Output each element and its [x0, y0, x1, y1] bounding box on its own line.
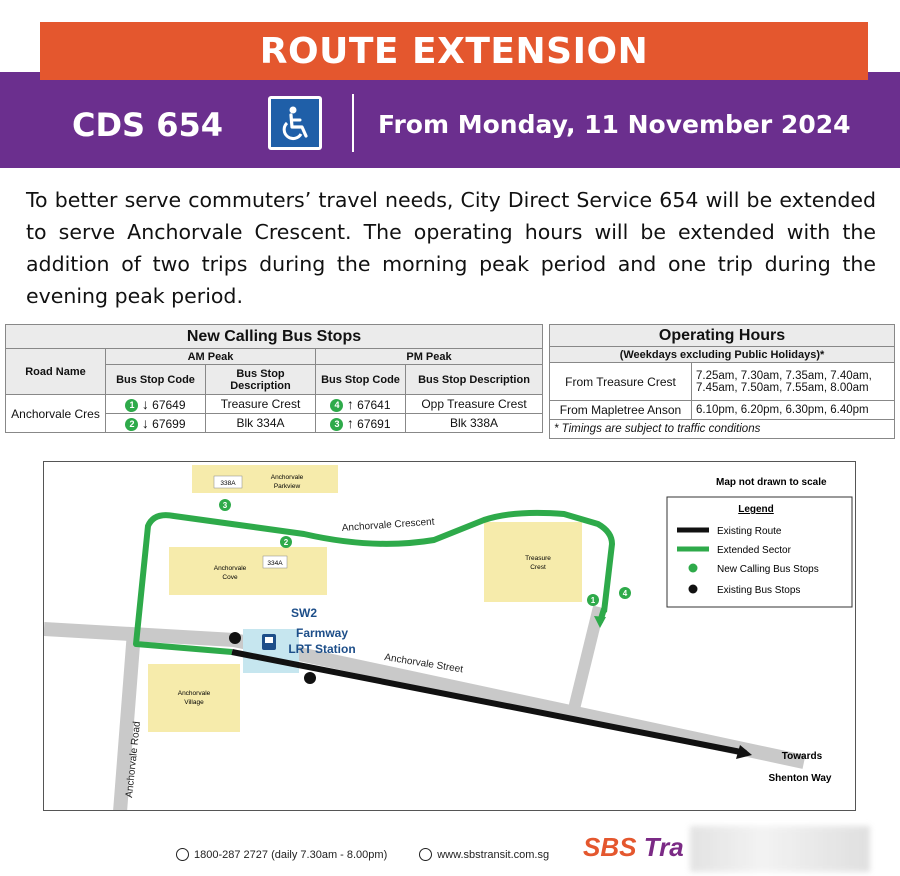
treasure-label-1: Treasure: [525, 555, 551, 562]
hotline-text: 1800-287 2727 (daily 7.30am - 8.00pm): [194, 848, 388, 861]
wheelchair-accessible-icon: [268, 96, 322, 150]
pm-stop-desc: Blk 338A: [406, 414, 543, 433]
village-label-2: Village: [184, 699, 204, 706]
existing-bus-stop: [229, 632, 241, 644]
stop-number-badge: 4: [330, 399, 343, 412]
village-label-1: Anchorvale: [177, 690, 211, 697]
service-code: CDS 654: [72, 106, 224, 144]
down-arrow-icon: ↓: [141, 414, 149, 431]
cove-label-2: Cove: [222, 574, 238, 581]
route-map: [43, 461, 856, 811]
table-row: [106, 395, 206, 414]
legend-existing-stop-swatch: [689, 585, 698, 594]
street-label-crescent: Anchorvale Crescent: [341, 516, 435, 534]
intro-paragraph: To better serve commuters’ travel needs, City Direct Service 654 will be extended to serve Anchorvale Crescent. The operating hours will be extended with the addition of two trips during the morning peak period and one trip during the evening peak period.: [26, 188, 876, 308]
bus-stops-table: [5, 324, 543, 433]
legend-extended-sector: Extended Sector: [717, 545, 791, 556]
am-peak-header: AM Peak: [106, 349, 316, 365]
parkview-label-1: Anchorvale: [270, 474, 304, 481]
am-code-header: Bus Stop Code: [106, 365, 206, 395]
pm-peak-header: PM Peak: [316, 349, 543, 365]
am-desc-header: Bus Stop Description: [206, 365, 316, 395]
treasure-label-2: Crest: [530, 564, 546, 571]
block-338a-label: 338A: [220, 480, 236, 487]
hours-table-title: Operating Hours: [550, 325, 895, 347]
hours-origin: From Treasure Crest: [550, 363, 692, 401]
legend-new-stops: New Calling Bus Stops: [717, 564, 819, 575]
header-bar: [0, 72, 900, 168]
destination-label-1: Towards: [781, 751, 823, 762]
building-anchorvale-village: [148, 664, 240, 732]
new-stop-4-label: 4: [622, 589, 628, 598]
stop-number-badge: 3: [330, 418, 343, 431]
page-title: ROUTE EXTENSION: [40, 22, 868, 80]
new-stop-3-label: 3: [222, 501, 228, 510]
legend-existing-route: Existing Route: [717, 526, 782, 537]
building-anchorvale-cove: [169, 547, 327, 595]
table-row: [316, 395, 406, 414]
pm-stop-desc: Opp Treasure Crest: [406, 395, 543, 414]
up-arrow-icon: ↑: [346, 395, 354, 412]
road-name-header: Road Name: [6, 349, 106, 395]
stops-table-title: New Calling Bus Stops: [6, 325, 543, 349]
block-334a-label: 334A: [267, 560, 283, 567]
road-name-cell: Anchorvale Cres: [6, 395, 106, 433]
lrt-train-window-icon: [265, 637, 273, 643]
website-link[interactable]: www.sbstransit.com.sg: [437, 848, 550, 861]
street-label-anchorvale-road: Anchorvale Road: [124, 720, 144, 799]
phone-icon: [176, 848, 189, 861]
header-divider: [352, 94, 354, 152]
lrt-type: LRT Station: [288, 642, 356, 656]
parkview-label-2: Parkview: [273, 483, 301, 490]
timing-note: * Timings are subject to traffic conditions: [550, 420, 895, 439]
footer-contacts: [176, 848, 549, 861]
blurred-watermark: [690, 826, 870, 872]
building-treasure-crest: [484, 522, 582, 602]
am-stop-code: 67699: [152, 416, 186, 431]
new-stop-2-label: 2: [283, 538, 289, 547]
down-arrow-icon: ↓: [141, 395, 149, 412]
am-stop-desc: Treasure Crest: [206, 395, 316, 414]
stop-number-badge: 1: [125, 399, 138, 412]
new-stop-1-label: 1: [590, 596, 596, 605]
hours-origin: From Mapletree Anson: [550, 401, 692, 420]
existing-bus-stop: [304, 672, 316, 684]
legend-existing-stops: Existing Bus Stops: [717, 585, 801, 596]
scale-note: Map not drawn to scale: [716, 477, 827, 488]
operating-hours-table: [549, 324, 895, 439]
street-label-anchorvale-street: Anchorvale Street: [383, 652, 464, 676]
pm-stop-code: 67691: [357, 416, 391, 431]
stop-number-badge: 2: [125, 418, 138, 431]
pm-code-header: Bus Stop Code: [316, 365, 406, 395]
globe-icon: [419, 848, 432, 861]
lrt-name: Farmway: [295, 626, 349, 640]
pm-stop-code: 67641: [357, 397, 391, 412]
sbs-transit-logo: SBS Tra: [583, 832, 684, 862]
table-row: [106, 414, 206, 433]
destination-label-2: Shenton Way: [768, 773, 832, 784]
hours-table-subtitle: (Weekdays excluding Public Holidays)*: [550, 347, 895, 363]
existing-route: [232, 652, 746, 753]
hours-times: 7.25am, 7.30am, 7.35am, 7.40am, 7.45am, 7.50am, 7.55am, 8.00am: [692, 363, 895, 401]
effective-date: From Monday, 11 November 2024: [378, 110, 851, 139]
pm-desc-header: Bus Stop Description: [406, 365, 543, 395]
lrt-code: SW2: [290, 606, 318, 620]
am-stop-code: 67649: [152, 397, 186, 412]
road-side: [572, 607, 599, 717]
legend-title: Legend: [738, 504, 774, 515]
up-arrow-icon: ↑: [346, 414, 354, 431]
cove-label-1: Anchorvale: [213, 565, 247, 572]
hours-times: 6.10pm, 6.20pm, 6.30pm, 6.40pm: [692, 401, 895, 420]
am-stop-desc: Blk 334A: [206, 414, 316, 433]
legend-new-stop-swatch: [689, 564, 698, 573]
table-row: [316, 414, 406, 433]
